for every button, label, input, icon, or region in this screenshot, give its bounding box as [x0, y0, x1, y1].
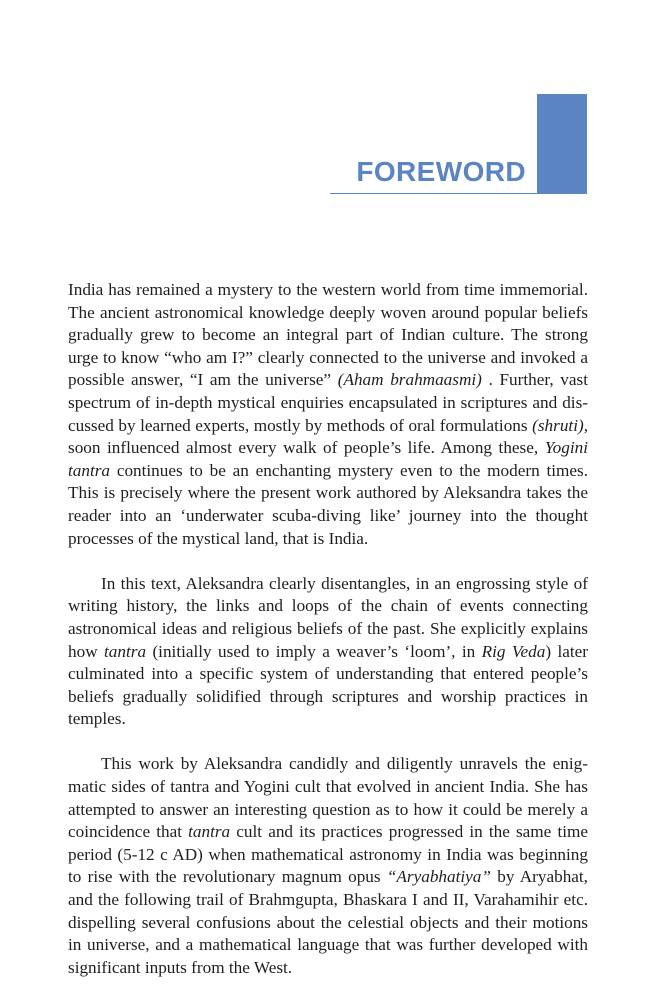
- text-run: cult and its practices progressed in the same time period (5-12 c AD) when mathematical astronomy in India was beginning to rise with the revolutionary magnum opus: [68, 822, 588, 887]
- paragraph: [68, 753, 588, 979]
- paragraph: [68, 279, 588, 550]
- italic-text: “Aryabhatiya”: [386, 867, 491, 887]
- italic-text: Yogini tantra: [68, 438, 588, 480]
- italic-text: (Aham brahmaasmi): [337, 370, 482, 390]
- text-run: continues to be an enchanting mystery even to the modern times. This is precisely where the present work authored by Aleksandra takes the reader into an ‘underwater scuba-diving like’ journey into the thought processes of the mystical land, that is India.: [68, 460, 588, 548]
- italic-text: tantra: [188, 822, 231, 842]
- italic-text: (shruti),: [532, 415, 588, 435]
- italic-text: Rig Veda: [481, 641, 546, 661]
- text-run: soon influenced almost every walk of people’s life. Among these,: [68, 438, 545, 458]
- chapter-heading: FOREWORD: [356, 156, 526, 187]
- text-run: ) later culminated into a specific system of understanding that entered people’s beliefs gradually solidified through scriptures and worship practices in temples.: [68, 641, 589, 729]
- heading-underline: [330, 193, 587, 194]
- chapter-accent-block: [537, 94, 587, 194]
- text-run: This work by Aleksandra candidly and diligently unravels the enigmatic sides of tantra and Yogini cult that evolved in ancient India. She has attempted to answer an interesting question as to how it could be merely a coincidence that: [68, 754, 588, 842]
- text-run: India has remained a mystery to the western world from time immemorial. The ancient astronomical knowledge deeply woven around popular beliefs gradually grew to become an integral part of Indian culture. The strong urge to know “who am I?” clearly connected to the universe and invoked a possible answer, “I am the universe”: [68, 280, 588, 390]
- text-run: . Further, vast spectrum of in-depth mystical enquiries encapsulated in scriptures and discussed by learned experts, mostly by methods of oral formulations: [68, 370, 588, 435]
- text-run: by Aryabhat, and the following trail of Brahmgupta, Bhaskara I and II, Varahamihir etc. dispelling several confusions about the celestial objects and their motions in universe, and a mathematical language that was further developed with significant inputs from the West.: [68, 867, 588, 977]
- foreword-body: [68, 279, 588, 1002]
- italic-text: tantra: [104, 641, 147, 661]
- paragraph: [68, 573, 588, 731]
- text-run: (initially used to imply a weaver’s ‘loom’, in: [146, 641, 482, 661]
- text-run: In this text, Aleksandra clearly disentangles, in an engrossing style of writing history, the links and loops of the chain of events connecting astronomical ideas and religious beliefs of the past. She explicitly explains how: [68, 573, 588, 661]
